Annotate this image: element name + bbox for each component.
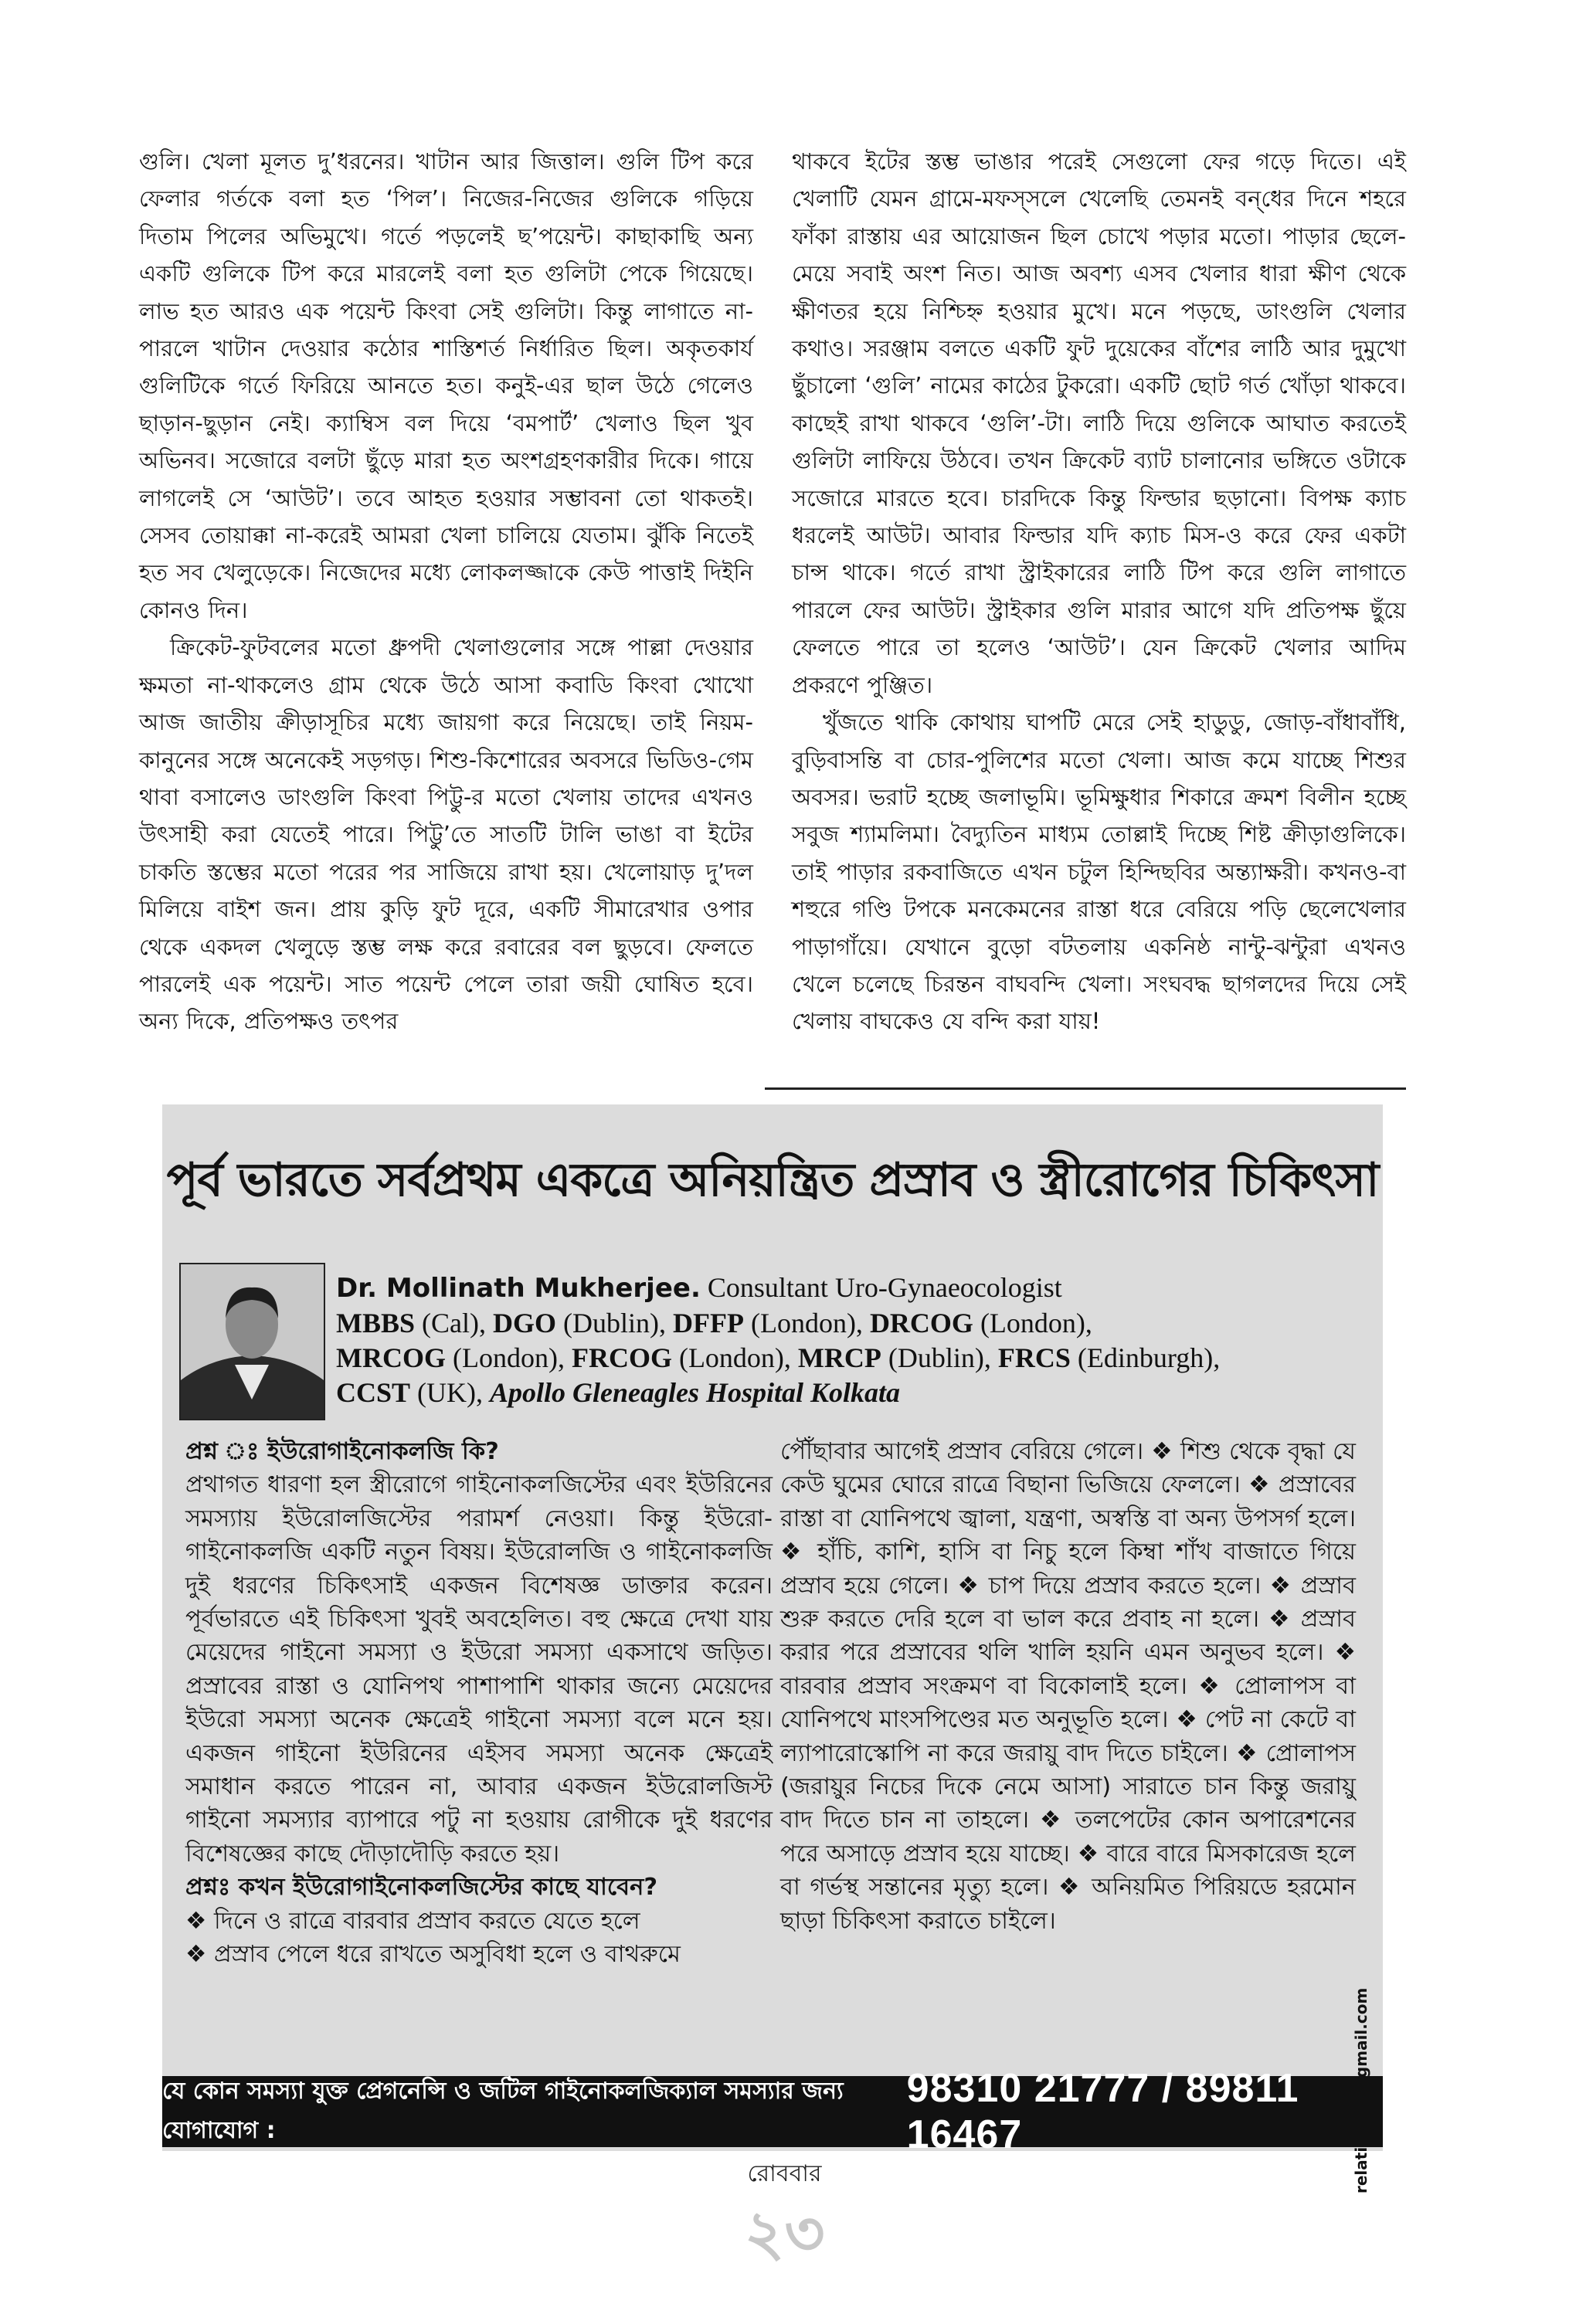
qualification: DRCOG [869,1308,973,1338]
article-paragraph: ক্রিকেট-ফুটবলের মতো ধ্রুপদী খেলাগুলোর সঙ্গে পাল্লা দেওয়ার ক্ষমতা না-থাকলেও গ্রাম থেকে উঠে আসা কবাডি কিংবা খোখো আজ জাতীয় ক্রীড়াসূচির মধ্যে জায়গা করে নিয়েছে। তাই নিয়ম-কানুনের সঙ্গে অনেকেই সড়গড়। শিশু-কিশোরের অবসরে ভিডিও-গেম থাবা বসালেও ডাংগুলি কিংবা পিট্টু-র মতো খেলায় তাদের এখনও উৎসাহী করা যেতেই পারে। পিট্টু’তে সাতটি টালি ভাঙা বা ইটের চাকতি স্তম্ভের মতো পরের পর সাজিয়ে রাখা হয়। খেলোয়াড় দু’দল মিলিয়ে বাইশ জন। প্রায় কুড়ি ফুট দূরে, একটি সীমারেখার ওপার থেকে একদল খেলুড়ে স্তম্ভ লক্ষ করে রবারের বল ছুড়বে। ফেলতে পারলেই এক পয়েন্ট। সাত পয়েন্ট পেলে তারা জয়ী ঘোষিত হবে। অন্য দিকে, প্রতিপক্ষও তৎপর [139,634,753,1035]
qualification: DGO [493,1308,557,1338]
footer-day: রোববার [747,2160,822,2187]
symptom-list: পৌঁছাবার আগেই প্রস্রাব বেরিয়ে গেলে। ❖ শিশু থেকে বৃদ্ধা যে কেউ ঘুমের ঘোরে রাত্রে বিছানা ভিজিয়ে ফেললে। ❖ প্রস্রাবের রাস্তা বা যোনিপথে জ্বালা, যন্ত্রণা, অস্বস্তি বা অন্য উপসর্গ হলে। ❖ হাঁচি, কাশি, হাসি বা নিচু হলে কিম্বা শাঁখ বাজাতে গিয়ে প্রস্রাব হয়ে গেলে। ❖ চাপ দিয়ে প্রস্রাব করতে হলে। ❖ প্রস্রাব শুরু করতে দেরি হলে বা ভাল করে প্রবাহ না হলে। ❖ প্রস্রাব করার পরে প্রস্রাবের থলি খালি হয়নি এমন অনুভব হলে। ❖ বারবার প্রস্রাব সংক্রমণ বা বিকোলাই হলে। ❖ প্রোলাপস বা যোনিপথে মাংসপিণ্ডের মত অনুভূতি হলে। ❖ পেট না কেটে বা ল্যাপারোস্কোপি না করে জরায়ু বাদ দিতে চাইলে। ❖ প্রোলাপস (জরায়ুর নিচের দিকে নেমে আসা) সারাতে চান কিন্তু জরায়ু বাদ দিতে চান না তাহলে। ❖ তলপেটের কোন অপারেশনের পরে অসাড়ে প্রস্রাব হয়ে যাচ্ছে। ❖ বারে বারে মিসকারেজ হলে বা গর্ভস্থ সন্তানের মৃত্যু হলে। ❖ অনিয়মিত পিরিয়ডে হরমোন ছাড়া চিকিৎসা করাতে চাইলে। [780,1438,1356,1935]
qualification: MBBS [336,1308,416,1338]
symptom-bullet: ❖ প্রস্রাব পেলে ধরে রাখতে অসুবিধা হলে ও বাথরুমে [185,1941,681,1969]
qualification-place: (Cal), [415,1308,493,1338]
qualification: FRCS [997,1342,1071,1373]
advertisement [162,1104,1383,2157]
qualification: DFFP [673,1308,744,1338]
phone-numbers: 98310 21777 / 89811 16467 [906,2066,1299,2157]
doctor-name: Dr. Mollinath Mukherjee. [336,1273,701,1304]
article-paragraph: থাকবে ইটের স্তম্ভ ভাঙার পরেই সেগুলো ফের গড়ে দিতে। এই খেলাটি যেমন গ্রামে-মফস্‌সলে খেলেছি তেমনই বন্‌ধের দিনে শহরে ফাঁকা রাস্তায় এর আয়োজন ছিল চোখে পড়ার মতো। পাড়ার ছেলে-মেয়ে সবাই অংশ নিত। আজ অবশ্য এসব খেলার ধারা ক্ষীণ থেকে ক্ষীণতর হয়ে নিশ্চিহ্ন হওয়ার মুখে। মনে পড়ছে, ডাংগুলি খেলার কথাও। সরঞ্জাম বলতে একটি ফুট দুয়েকের বাঁশের লাঠি আর দুমুখো ছুঁচালো ‘গুলি’ নামের কাঠের টুকরো। একটি ছোট গর্ত খোঁড়া থাকবে। কাছেই রাখা থাকবে ‘গুলি’-টা। লাঠি দিয়ে গুলিকে আঘাত করতেই গুলিটা লাফিয়ে উঠবে। তখন ক্রিকেট ব্যাট চালানোর ভঙ্গিতে ওটাকে সজোরে মারতে হবে। চারদিকে কিন্তু ফিল্ডার ছড়ানো। বিপক্ষ ক্যাচ ধরলেই আউট। আবার ফিল্ডার যদি ক্যাচ মিস-ও করে ফের একটা চান্স থাকে। গর্তে রাখা স্ট্রাইকারের লাঠি টিপ করে গুলি লাগাতে পারলে ফের আউট। স্ট্রাইকার গুলি মারার আগে যদি প্রতিপক্ষ ছুঁয়ে ফেলতে পারে তা হলেও ‘আউট’। যেন ক্রিকেট খেলার আদিম প্রকরণে পুঞ্জিত। [792,148,1406,698]
qualification: FRCOG [571,1342,672,1373]
qualification-place: (Dublin), [556,1308,673,1338]
qualification-place: (Dublin), [881,1342,998,1373]
article-paragraph: গুলি। খেলা মূলত দু’ধরনের। খাটান আর জিত্তাল। গুলি টিপ করে ফেলার গর্তকে বলা হত ‘পিল’। নিজের-নিজের গুলিকে গড়িয়ে দিতাম পিলের অভিমুখে। গর্তে পড়লেই ছ’পয়েন্ট। কাছাকাছি অন্য একটি গুলিকে টিপ করে মারলেই বলা হত গুলিটা পেকে গিয়েছে। লাভ হত আরও এক পয়েন্ট কিংবা সেই গুলিটা। কিন্তু লাগাতে না-পারলে খাটান দেওয়ার কঠোর শাস্তিশর্ত নির্ধারিত ছিল। অকৃতকার্য গুলিটিকে গর্তে ফিরিয়ে আনতে হত। কনুই-এর ছাল উঠে গেলেও ছাড়ান-ছুড়ান নেই। ক্যাম্বিস বল দিয়ে ‘বমপার্ট’ খেলাও ছিল খুব অভিনব। সজোরে বলটা ছুঁড়ে মারা হত অংশগ্রহণকারীর দিকে। গায়ে লাগলেই সে ‘আউট’। তবে আহত হওয়ার সম্ভাবনা তো থাকতই। সেসব তোয়াক্কা না-করেই আমরা খেলা চালিয়ে যেতাম। ঝুঁকি নিতেই হত সব খেলুড়েকে। নিজেদের মধ্যে লোকলজ্জাকে কেউ পাত্তাই দিইনি কোনও দিন। [139,148,753,623]
qualification-place: (London), [973,1308,1092,1338]
question-heading: প্রশ্ন ঃ ইউরোগাইনোকলজি কি? [185,1438,499,1465]
article-body [139,143,1406,1040]
ad-headline: পূর্ব ভারতে সর্বপ্রথম একত্রে অনিয়ন্ত্রিত প্রস্রাব ও স্ত্রীরোগের চিকিৎসা [166,1153,1379,1207]
ad-column-right [780,1435,1360,1972]
question-heading: প্রশ্নঃ কখন ইউরোগাইনোকলজিস্টের কাছে যাবেন? [185,1874,658,1902]
qualification: MRCOG [336,1342,446,1373]
article-column-left [139,143,753,1040]
qualification-place: (London), [445,1342,572,1373]
doctor-photo [179,1263,325,1420]
question-answer: প্রথাগত ধারণা হল স্ত্রীরোগে গাইনোকলজিস্টের এবং ইউরিনের সমস্যায় ইউরোলজিস্টের পরামর্শ নেওয়া। কিন্তু ইউরো-গাইনোকলজি একটি নতুন বিষয়। ইউরোলজি ও গাইনোকলজি দুই ধরণের চিকিৎসাই একজন বিশেষজ্ঞ ডাক্তার করেন। পূর্বভারতে এই চিকিৎসা খুবই অবহেলিত। বহু ক্ষেত্রে দেখা যায় মেয়েদের গাইনো সমস্যা ও ইউরো সমস্যা একসাথে জড়িত। প্রস্রাবের রাস্তা ও যোনিপথ পাশাপাশি থাকার জন্যে মেয়েদের ইউরো সমস্যা অনেক ক্ষেত্রেই গাইনো সমস্যা বলে মনে হয়। একজন গাইনো ইউরিনের এইসব সমস্যা অনেক ক্ষেত্রেই সমাধান করতে পারেন না, আবার একজন ইউরোলজিস্ট গাইনো সমস্যার ব্যাপারে পটু না হওয়ায় রোগীকে দুই ধরণের বিশেষজ্ঞের কাছে দৌড়াদৌড়ি করতে হয়। [185,1471,773,1868]
qualification-place: (Edinburgh), [1070,1342,1221,1373]
contact-bar [162,2066,1383,2157]
qualification-place: (London), [743,1308,870,1338]
doctor-title: Consultant Uro-Gynaeocologist [700,1272,1062,1303]
hospital-name: Apollo Gleneagles Hospital Kolkata [490,1377,901,1408]
ad-column-left [185,1435,773,1972]
article-paragraph: খুঁজতে থাকি কোথায় ঘাপটি মেরে সেই হাডুডু, জোড়-বাঁধাবাঁধি, বুড়িবাসন্তি বা চোর-পুলিশের মতো খেলা। আজ কমে যাচ্ছে শিশুর অবসর। ভরাট হচ্ছে জলাভূমি। ভূমিক্ষুধার শিকারে ক্রমশ বিলীন হচ্ছে সবুজ শ্যামলিমা। বৈদ্যুতিন মাধ্যম তোল্লাই দিচ্ছে শিষ্ট ক্রীড়াগুলিকে। তাই পাড়ার রকবাজিতে এখন চটুল হিন্দিছবির অন্ত্যাক্ষরী। কখনও-বা শহুরে গণ্ডি টপকে মনকেমনের রাস্তা ধরে বেরিয়ে পড়ি ছেলেখেলার পাড়াগাঁয়ে। যেখানে বুড়ো বটতলায় একনিষ্ঠ নান্টু-ঝন্টুরা এখনও খেলে চলেছে চিরন্তন বাঘবন্দি খেলা। সংঘবদ্ধ ছাগলদের দিয়ে সেই খেলায় বাঘকেও যে বন্দি করা যায়! [792,709,1406,1035]
symptom-bullet: ❖ দিনে ও রাত্রে বারবার প্রস্রাব করতে যেতে হলে [185,1907,640,1935]
qualification: MRCP [797,1342,881,1373]
doctor-portrait-image [181,1264,324,1419]
doctor-credentials [336,1271,1371,1410]
ad-body [185,1435,1360,1972]
divider-rule [765,1087,1406,1090]
qualification-place: (UK), [410,1377,491,1408]
page-number: ২৩ [744,2197,825,2269]
qualification: CCST [336,1377,411,1408]
contact-label: যে কোন সমস্যা যুক্ত প্রেগনেন্সি ও জটিল গাইনোকলজিক্যাল সমস্যার জন্য যোগাযোগ : [162,2078,844,2144]
qualifications [336,1306,1371,1410]
qualification-place: (London), [671,1342,798,1373]
article-column-right [792,143,1406,1040]
